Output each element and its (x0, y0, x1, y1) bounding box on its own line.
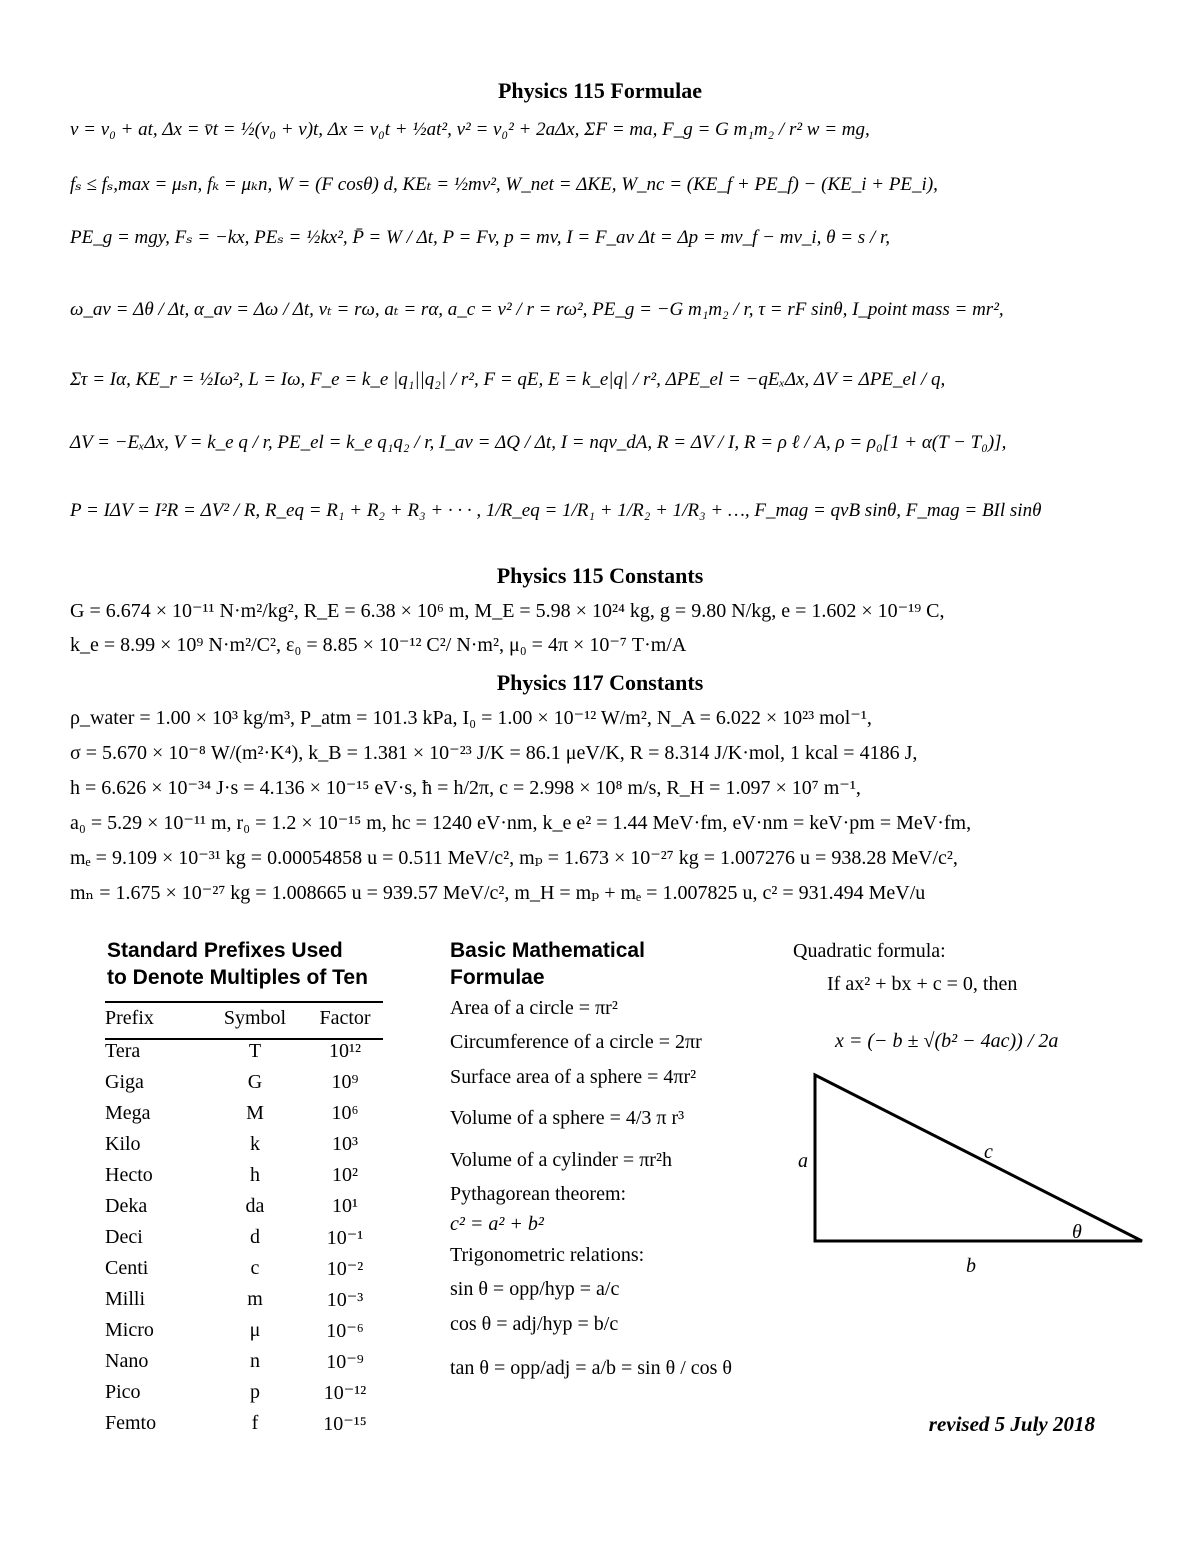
prefix-cell: Tera (105, 1040, 141, 1062)
factor-cell: 10⁻¹⁵ (323, 1413, 367, 1435)
factor-cell: 10⁻³ (326, 1289, 364, 1311)
constants-115-line-2: k_e = 8.99 × 10⁹ N·m²/C², ε₀ = 8.85 × 10⁻¹² C²/ N·m², μ₀ = 4π × 10⁻⁷ T·m/A (70, 634, 687, 656)
quadratic-label: Quadratic formula: (793, 940, 946, 962)
symbol-cell: c (250, 1257, 260, 1279)
math-line-circle-area: Area of a circle = πr² (450, 997, 618, 1019)
constants-115-line-1: G = 6.674 × 10⁻¹¹ N·m²/kg², R_E = 6.38 × 10⁶ m, M_E = 5.98 × 10²⁴ kg, g = 9.80 N/kg, e = 1.602 × 10⁻¹⁹ C, (70, 600, 945, 622)
constants-117-line-2: σ = 5.670 × 10⁻⁸ W/(m²·K⁴), k_B = 1.381 × 10⁻²³ J/K = 86.1 μeV/K, R = 8.314 J/K·mol, 1 kcal = 4186 J, (70, 742, 918, 764)
symbol-cell: m (247, 1288, 263, 1310)
symbol-cell: h (250, 1164, 260, 1186)
factor-cell: 10⁻⁹ (326, 1351, 364, 1373)
prefix-header: Prefix (105, 1007, 154, 1029)
symbol-cell: T (248, 1040, 262, 1062)
formula-line-5: Στ = Iα, KE_r = ½Iω², L = Iω, F_e = k_e |q₁||q₂| / r², F = qE, E = k_e|q| / r², ΔPE_el = −qEₓΔx, ΔV = ΔPE_el / q, (70, 369, 946, 390)
factor-cell: 10¹² (329, 1040, 361, 1062)
factor-cell: 10⁻⁶ (326, 1320, 364, 1342)
symbol-header: Symbol (223, 1007, 287, 1029)
math-title-line-1: Basic Mathematical (450, 939, 645, 962)
quadratic-formula: x = (− b ± √(b² − 4ac)) / 2a (835, 1030, 1059, 1052)
table-row (105, 1408, 385, 1439)
factor-cell: 10⁶ (331, 1102, 359, 1124)
symbol-cell: da (245, 1195, 265, 1217)
prefix-cell: Deci (105, 1226, 143, 1248)
right-triangle-diagram (780, 1060, 1160, 1280)
triangle-label-a: a (798, 1150, 808, 1172)
math-line-pythagorean: c² = a² + b² (450, 1213, 544, 1235)
formula-line-3: PE_g = mgy, Fₛ = −kx, PEₛ = ½kx², P̄ = W / Δt, P = Fv, p = mv, I = F_av Δt = Δp = mv_f − mv_i, θ = s / r, (70, 227, 891, 248)
factor-cell: 10⁻¹² (323, 1382, 367, 1404)
table-row (105, 1315, 385, 1346)
math-title-line-2: Formulae (450, 966, 545, 989)
triangle-label-theta: θ (1072, 1221, 1082, 1243)
revision-date: revised 5 July 2018 (928, 1412, 1095, 1436)
prefix-cell: Pico (105, 1381, 141, 1403)
symbol-cell: f (251, 1412, 259, 1434)
prefix-cell: Centi (105, 1257, 149, 1279)
prefix-table (105, 1003, 385, 1439)
table-row (105, 1160, 385, 1191)
prefix-table-header (105, 1003, 385, 1036)
triangle-shape (815, 1075, 1142, 1241)
math-line-sphere-volume: Volume of a sphere = 4/3 π r³ (450, 1107, 685, 1129)
math-line-trig-label: Trigonometric relations: (450, 1244, 645, 1266)
constants-117-line-1: ρ_water = 1.00 × 10³ kg/m³, P_atm = 101.3 kPa, I₀ = 1.00 × 10⁻¹² W/m², N_A = 6.022 × 10²³ mol⁻¹, (70, 707, 872, 729)
formula-line-2: fₛ ≤ fₛ,max = μₛn, fₖ = μₖn, W = (F cosθ) d, KEₜ = ½mv², W_net = ΔKE, W_nc = (KE_f + PE_f) − (KE_i + PE_i), (70, 174, 938, 195)
formula-line-6: ΔV = −EₓΔx, V = k_e q / r, PE_el = k_e q₁q₂ / r, I_av = ΔQ / Δt, I = nqv_dA, R = ΔV / I, R = ρ ℓ / A, ρ = ρ₀[1 + α(T − T₀)], (70, 432, 1007, 453)
factor-cell: 10⁻² (326, 1258, 364, 1280)
symbol-cell: k (250, 1133, 260, 1155)
prefix-cell: Kilo (105, 1133, 141, 1155)
table-row (105, 1191, 385, 1222)
table-row (105, 1036, 385, 1067)
triangle-label-c: c (984, 1141, 993, 1163)
prefix-cell: Nano (105, 1350, 149, 1372)
prefix-cell: Deka (105, 1195, 148, 1217)
constants-115-title: Physics 115 Constants (496, 563, 704, 588)
math-line-cylinder-volume: Volume of a cylinder = πr²h (450, 1149, 672, 1171)
factor-cell: 10⁻¹ (326, 1227, 364, 1249)
symbol-cell: μ (249, 1319, 261, 1341)
table-row (105, 1129, 385, 1160)
symbol-cell: p (250, 1381, 260, 1403)
table-row (105, 1284, 385, 1315)
constants-117-title: Physics 117 Constants (496, 670, 704, 695)
symbol-cell: n (250, 1350, 260, 1372)
constants-117-line-4: a₀ = 5.29 × 10⁻¹¹ m, r₀ = 1.2 × 10⁻¹⁵ m, hc = 1240 eV·nm, k_e e² = 1.44 MeV·fm, eV·nm = keV·pm = MeV·fm, (70, 812, 972, 834)
math-title (450, 937, 645, 991)
prefixes-title-line-1: Standard Prefixes Used (107, 939, 343, 962)
triangle-label-b: b (966, 1255, 976, 1277)
factor-cell: 10⁹ (331, 1071, 359, 1093)
table-row (105, 1346, 385, 1377)
table-row (105, 1377, 385, 1408)
page-title: Physics 115 Formulae (497, 78, 703, 103)
constants-117-line-3: h = 6.626 × 10⁻³⁴ J·s = 4.136 × 10⁻¹⁵ eV·s, ħ = h/2π, c = 2.998 × 10⁸ m/s, R_H = 1.097 × 10⁷ m⁻¹, (70, 777, 861, 799)
symbol-cell: G (247, 1071, 263, 1093)
prefix-cell: Giga (105, 1071, 144, 1093)
math-line-pythagorean-label: Pythagorean theorem: (450, 1183, 627, 1205)
math-line-sin: sin θ = opp/hyp = a/c (450, 1278, 620, 1300)
symbol-cell: d (250, 1226, 260, 1248)
prefix-cell: Femto (105, 1412, 157, 1434)
formula-line-4: ω_av = Δθ / Δt, α_av = Δω / Δt, vₜ = rω, aₜ = rα, a_c = v² / r = rω², PE_g = −G m₁m₂ / r, τ = rF sinθ, I_point mass = mr², (70, 299, 1004, 320)
symbol-cell: M (246, 1102, 264, 1124)
formula-line-7: P = IΔV = I²R = ΔV² / R, R_eq = R₁ + R₂ + R₃ + · · · , 1/R_eq = 1/R₁ + 1/R₂ + 1/R₃ + …, F_mag = qvB sinθ, F_mag = BIl sinθ (70, 500, 1042, 521)
table-row (105, 1098, 385, 1129)
prefixes-title (107, 937, 368, 991)
table-row (105, 1222, 385, 1253)
factor-header: Factor (319, 1007, 371, 1029)
math-line-sphere-area: Surface area of a sphere = 4πr² (450, 1066, 697, 1088)
math-line-circumference: Circumference of a circle = 2πr (450, 1031, 702, 1053)
table-row (105, 1253, 385, 1284)
math-line-cos: cos θ = adj/hyp = b/c (450, 1313, 619, 1335)
prefixes-title-line-2: to Denote Multiples of Ten (107, 966, 368, 989)
constants-117-line-6: mₙ = 1.675 × 10⁻²⁷ kg = 1.008665 u = 939.57 MeV/c², m_H = mₚ + mₑ = 1.007825 u, c² = 931.494 MeV/u (70, 882, 926, 904)
math-line-tan: tan θ = opp/adj = a/b = sin θ / cos θ (450, 1357, 732, 1379)
formula-line-1: v = v₀ + at, Δx = v̄t = ½(v₀ + v)t, Δx = v₀t + ½at², v² = v₀² + 2aΔx, ΣF = ma, F_g = G m₁m₂ / r² w = mg, (70, 119, 870, 140)
prefix-cell: Micro (105, 1319, 154, 1341)
quadratic-condition: If ax² + bx + c = 0, then (827, 973, 1018, 995)
factor-cell: 10³ (332, 1133, 358, 1155)
prefix-cell: Milli (105, 1288, 146, 1310)
prefix-cell: Hecto (105, 1164, 153, 1186)
factor-cell: 10¹ (332, 1195, 358, 1217)
factor-cell: 10² (332, 1164, 358, 1186)
table-row (105, 1067, 385, 1098)
constants-117-line-5: mₑ = 9.109 × 10⁻³¹ kg = 0.00054858 u = 0.511 MeV/c², mₚ = 1.673 × 10⁻²⁷ kg = 1.007276 u = 938.28 MeV/c², (70, 847, 958, 869)
prefix-cell: Mega (105, 1102, 151, 1124)
